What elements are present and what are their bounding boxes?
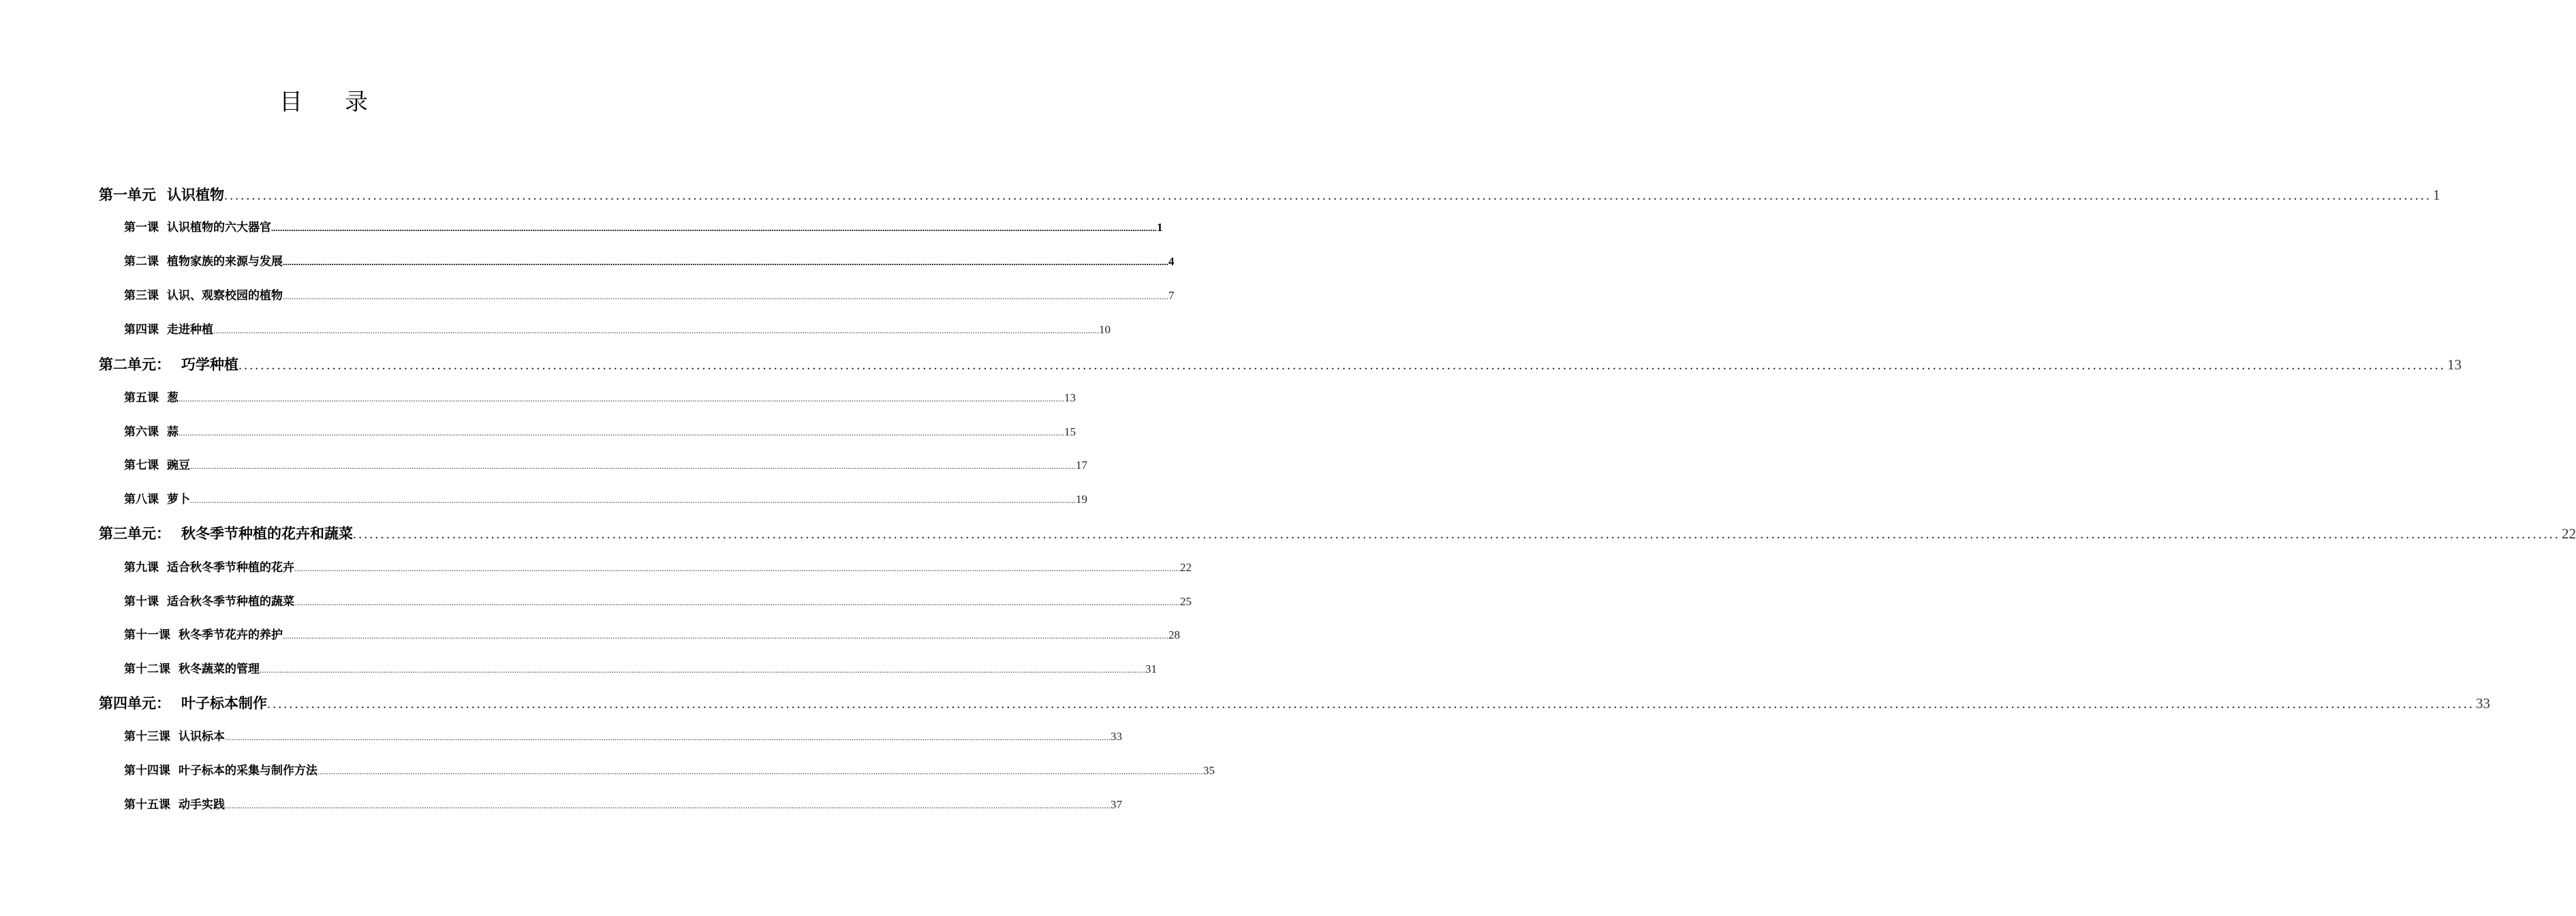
toc-lesson-entry [124, 762, 1215, 780]
toc-page-number: 4 [1168, 255, 1175, 268]
toc-page-number: 15 [1064, 425, 1076, 438]
toc-entry-title: 适合秋冬季节种植的蔬菜 [167, 595, 294, 609]
toc-entry-title: 植物家族的来源与发展 [167, 255, 283, 269]
toc-unit-entry [99, 354, 2462, 376]
dot-leader: ................................................................................................................................................................................................................................................................................................................................................................................................................ [224, 188, 2432, 203]
toc-lesson-entry [124, 423, 1076, 441]
toc-entry-title: 走进种植 [167, 323, 213, 337]
toc-entry-title: 动手实践 [179, 798, 225, 812]
dot-leader: ................................................................................................................................................................................................................................................................................................................................................................................................................ [238, 358, 2446, 373]
dot-leader: ................................................................................................................................................................................................................................................................................................................................................................................................................ [283, 630, 1168, 641]
toc-entry-label [124, 219, 271, 236]
toc-lesson-entry [124, 559, 1192, 577]
toc-lesson-entry [124, 457, 1087, 474]
toc-entry-number: 第六课 [124, 425, 159, 439]
toc-entry-number: 第五课 [124, 391, 159, 405]
dot-leader: ................................................................................................................................................................................................................................................................................................................................................................................................................ [225, 732, 1111, 742]
toc-entry-number: 第十三课 [124, 730, 170, 744]
toc-entry-title: 适合秋冬季节种植的花卉 [167, 561, 294, 575]
toc-lesson-entry [124, 728, 1122, 746]
toc-page-number: 22 [2562, 525, 2576, 542]
toc-unit-entry [99, 184, 2440, 206]
toc-page-number: 25 [1180, 595, 1192, 608]
toc-lesson-entry [124, 389, 1076, 407]
toc-entry-number: 第二单元： [99, 356, 170, 373]
toc-entry-label [124, 389, 179, 407]
toc-entry-number: 第四课 [124, 323, 159, 337]
toc-lesson-entry [124, 796, 1122, 814]
toc-entry-number: 第八课 [124, 493, 159, 506]
toc-entry-number: 第二课 [124, 255, 159, 269]
toc-entry-title: 豌豆 [167, 459, 190, 472]
toc-entry-label [124, 626, 283, 644]
toc-entry-label [124, 423, 179, 441]
toc-entry-number: 第四单元： [99, 695, 170, 712]
toc-entry-title: 萝卜 [167, 493, 190, 506]
toc-page-number: 33 [1111, 730, 1122, 743]
dot-leader: ................................................................................................................................................................................................................................................................................................................................................................................................................ [294, 563, 1180, 573]
toc-lesson-entry [124, 626, 1180, 644]
toc-entry-title: 秋冬季节种植的花卉和蔬菜 [181, 525, 353, 542]
toc-entry-label [124, 660, 260, 678]
toc-entry-title: 认识、观察校园的植物 [167, 289, 283, 303]
toc-lesson-entry [124, 321, 1111, 339]
dot-leader: ................................................................................................................................................................................................................................................................................................................................................................................................................ [260, 665, 1145, 675]
toc-lesson-entry [124, 660, 1157, 678]
dot-leader: ................................................................................................................................................................................................................................................................................................................................................................................................................ [294, 597, 1180, 607]
toc-entry-title: 认识植物的六大器官 [167, 221, 271, 234]
toc-page-number: 13 [1064, 391, 1076, 404]
toc-entry-label [124, 491, 190, 508]
toc-entry-number: 第七课 [124, 459, 159, 472]
dot-leader: ................................................................................................................................................................................................................................................................................................................................................................................................................ [179, 427, 1064, 438]
page-title: 目录 [279, 89, 410, 116]
dot-leader: ................................................................................................................................................................................................................................................................................................................................................................................................................ [353, 527, 2560, 542]
toc-entry-title: 叶子标本制作 [181, 695, 267, 712]
dot-leader: ................................................................................................................................................................................................................................................................................................................................................................................................................ [271, 223, 1157, 233]
toc-entry-label [124, 796, 225, 814]
toc-page-number: 31 [1145, 662, 1157, 675]
toc-entry-label [124, 762, 317, 780]
toc-page-number: 19 [1076, 493, 1087, 506]
toc-entry-title: 巧学种植 [181, 356, 238, 373]
dot-leader: ................................................................................................................................................................................................................................................................................................................................................................................................................ [283, 291, 1168, 301]
toc-entry-number: 第十五课 [124, 798, 170, 812]
toc-entry-title: 秋冬季节花卉的养护 [179, 628, 283, 642]
dot-leader: ................................................................................................................................................................................................................................................................................................................................................................................................................ [267, 697, 2474, 712]
dot-leader: ................................................................................................................................................................................................................................................................................................................................................................................................................ [179, 393, 1064, 403]
toc-page-number: 7 [1168, 289, 1175, 302]
toc-entry-number: 第十二课 [124, 662, 170, 676]
toc-page-number: 1 [1157, 221, 1163, 234]
toc-entry-number: 第九课 [124, 561, 159, 575]
toc-entry-number: 第十四课 [124, 764, 170, 778]
toc-page-number: 13 [2447, 356, 2462, 373]
toc-unit-entry [99, 523, 2576, 545]
dot-leader: ................................................................................................................................................................................................................................................................................................................................................................................................................ [225, 800, 1111, 810]
toc-entry-number: 第一单元 [99, 187, 156, 203]
toc-entry-title: 秋冬蔬菜的管理 [179, 662, 260, 676]
toc-entry-title: 认识标本 [179, 730, 225, 744]
toc-entry-label [99, 354, 238, 376]
toc-entry-label [124, 253, 283, 271]
toc-lesson-entry [124, 491, 1087, 508]
toc-entry-number: 第三单元： [99, 525, 170, 542]
toc-entry-title: 认识植物 [167, 187, 224, 203]
toc-entry-label [124, 457, 190, 474]
toc-entry-title: 葱 [167, 391, 179, 405]
toc-lesson-entry [124, 287, 1175, 305]
toc-entry-number: 第十一课 [124, 628, 170, 642]
dot-leader: ................................................................................................................................................................................................................................................................................................................................................................................................................ [190, 495, 1076, 505]
toc-page-number: 33 [2476, 695, 2490, 712]
toc-entry-title: 蒜 [167, 425, 179, 439]
toc-entry-number: 第十课 [124, 595, 159, 609]
toc-page-number: 37 [1111, 798, 1122, 811]
toc-page-number: 10 [1099, 323, 1111, 336]
toc-unit-entry [99, 692, 2490, 714]
toc-entry-label [124, 593, 294, 611]
toc-lesson-entry [124, 253, 1175, 271]
toc-entry-title: 叶子标本的采集与制作方法 [179, 764, 317, 778]
toc-entry-number: 第三课 [124, 289, 159, 303]
toc-page-number: 28 [1168, 628, 1180, 641]
toc-entry-label [124, 321, 213, 339]
toc-entry-number: 第一课 [124, 221, 159, 234]
dot-leader: ................................................................................................................................................................................................................................................................................................................................................................................................................ [317, 766, 1203, 776]
dot-leader: ................................................................................................................................................................................................................................................................................................................................................................................................................ [283, 257, 1168, 267]
toc-entry-label [124, 559, 294, 577]
toc-lesson-entry [124, 593, 1192, 611]
toc-entry-label [99, 692, 267, 714]
toc-page-number: 17 [1076, 459, 1087, 472]
toc-entry-label [124, 728, 225, 746]
dot-leader: ................................................................................................................................................................................................................................................................................................................................................................................................................ [213, 325, 1099, 335]
dot-leader: ................................................................................................................................................................................................................................................................................................................................................................................................................ [190, 461, 1076, 471]
toc-lesson-entry [124, 219, 1163, 236]
toc-page-number: 35 [1203, 764, 1215, 777]
toc-page-number: 22 [1180, 561, 1192, 574]
toc-entry-label [124, 287, 283, 305]
toc-entry-label [99, 523, 353, 545]
toc-page-number: 1 [2433, 187, 2440, 203]
toc-entry-label [99, 184, 224, 206]
